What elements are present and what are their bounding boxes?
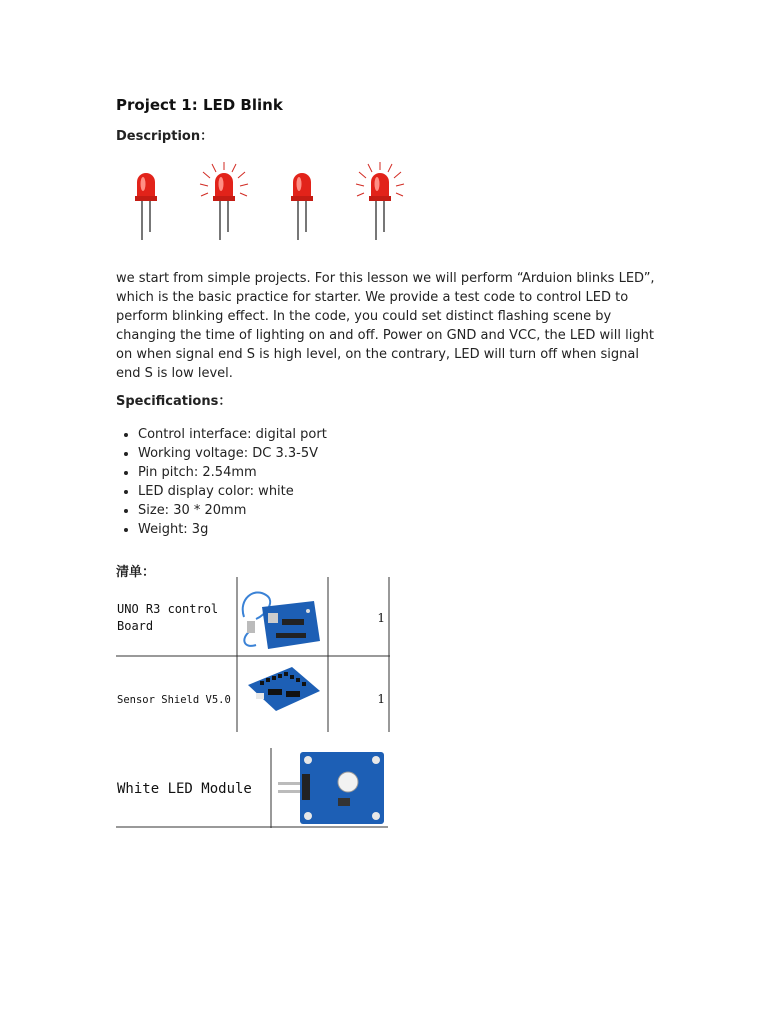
led-on-icon	[356, 162, 404, 240]
led-module-table	[116, 748, 388, 828]
description-heading: Description：	[116, 129, 214, 144]
spec-item: • Working voltage: DC 3.3-5V	[138, 444, 327, 463]
specifications-list	[116, 425, 327, 539]
spec-item: • Weight: 3g	[138, 520, 327, 539]
spec-item: • Control interface: digital port	[138, 425, 327, 444]
led-on-icon	[200, 162, 248, 240]
arduino-board-icon	[243, 592, 320, 649]
part-name: Sensor Shield V5.0	[117, 694, 231, 706]
page-title: Project 1: LED Blink	[116, 96, 283, 114]
parts-heading: 清单：	[116, 565, 156, 580]
part-name: UNO R3 control	[117, 602, 219, 616]
led-off-icon	[135, 173, 157, 240]
part-qty: 1	[377, 692, 385, 706]
spec-item: • Size: 30 * 20mm	[138, 501, 327, 520]
sensor-shield-icon	[248, 667, 320, 711]
module-name: White LED Module	[117, 781, 252, 797]
spec-item: • LED display color: white	[138, 482, 327, 501]
led-blink-illustration	[116, 160, 416, 250]
parts-table	[116, 577, 390, 732]
spec-item: • Pin pitch: 2.54mm	[138, 463, 327, 482]
part-qty: 1	[377, 611, 385, 625]
white-led-module-icon	[278, 752, 384, 824]
led-off-icon	[291, 173, 313, 240]
description-paragraph: we start from simple projects. For this lesson we will perform “Arduion blinks LED”, which is the basic practice for starter. We provide a test code to control LED to perform blinking effect. In the code, you could set distinct flashing scene by changing the time of lighting on and off. Power on GND and VCC, the LED will light on when signal end S is high level, on the contrary, LED will turn off when signal end S is low level.	[116, 271, 655, 381]
specifications-heading: Specifications：	[116, 394, 232, 409]
part-name: Board	[117, 619, 154, 633]
